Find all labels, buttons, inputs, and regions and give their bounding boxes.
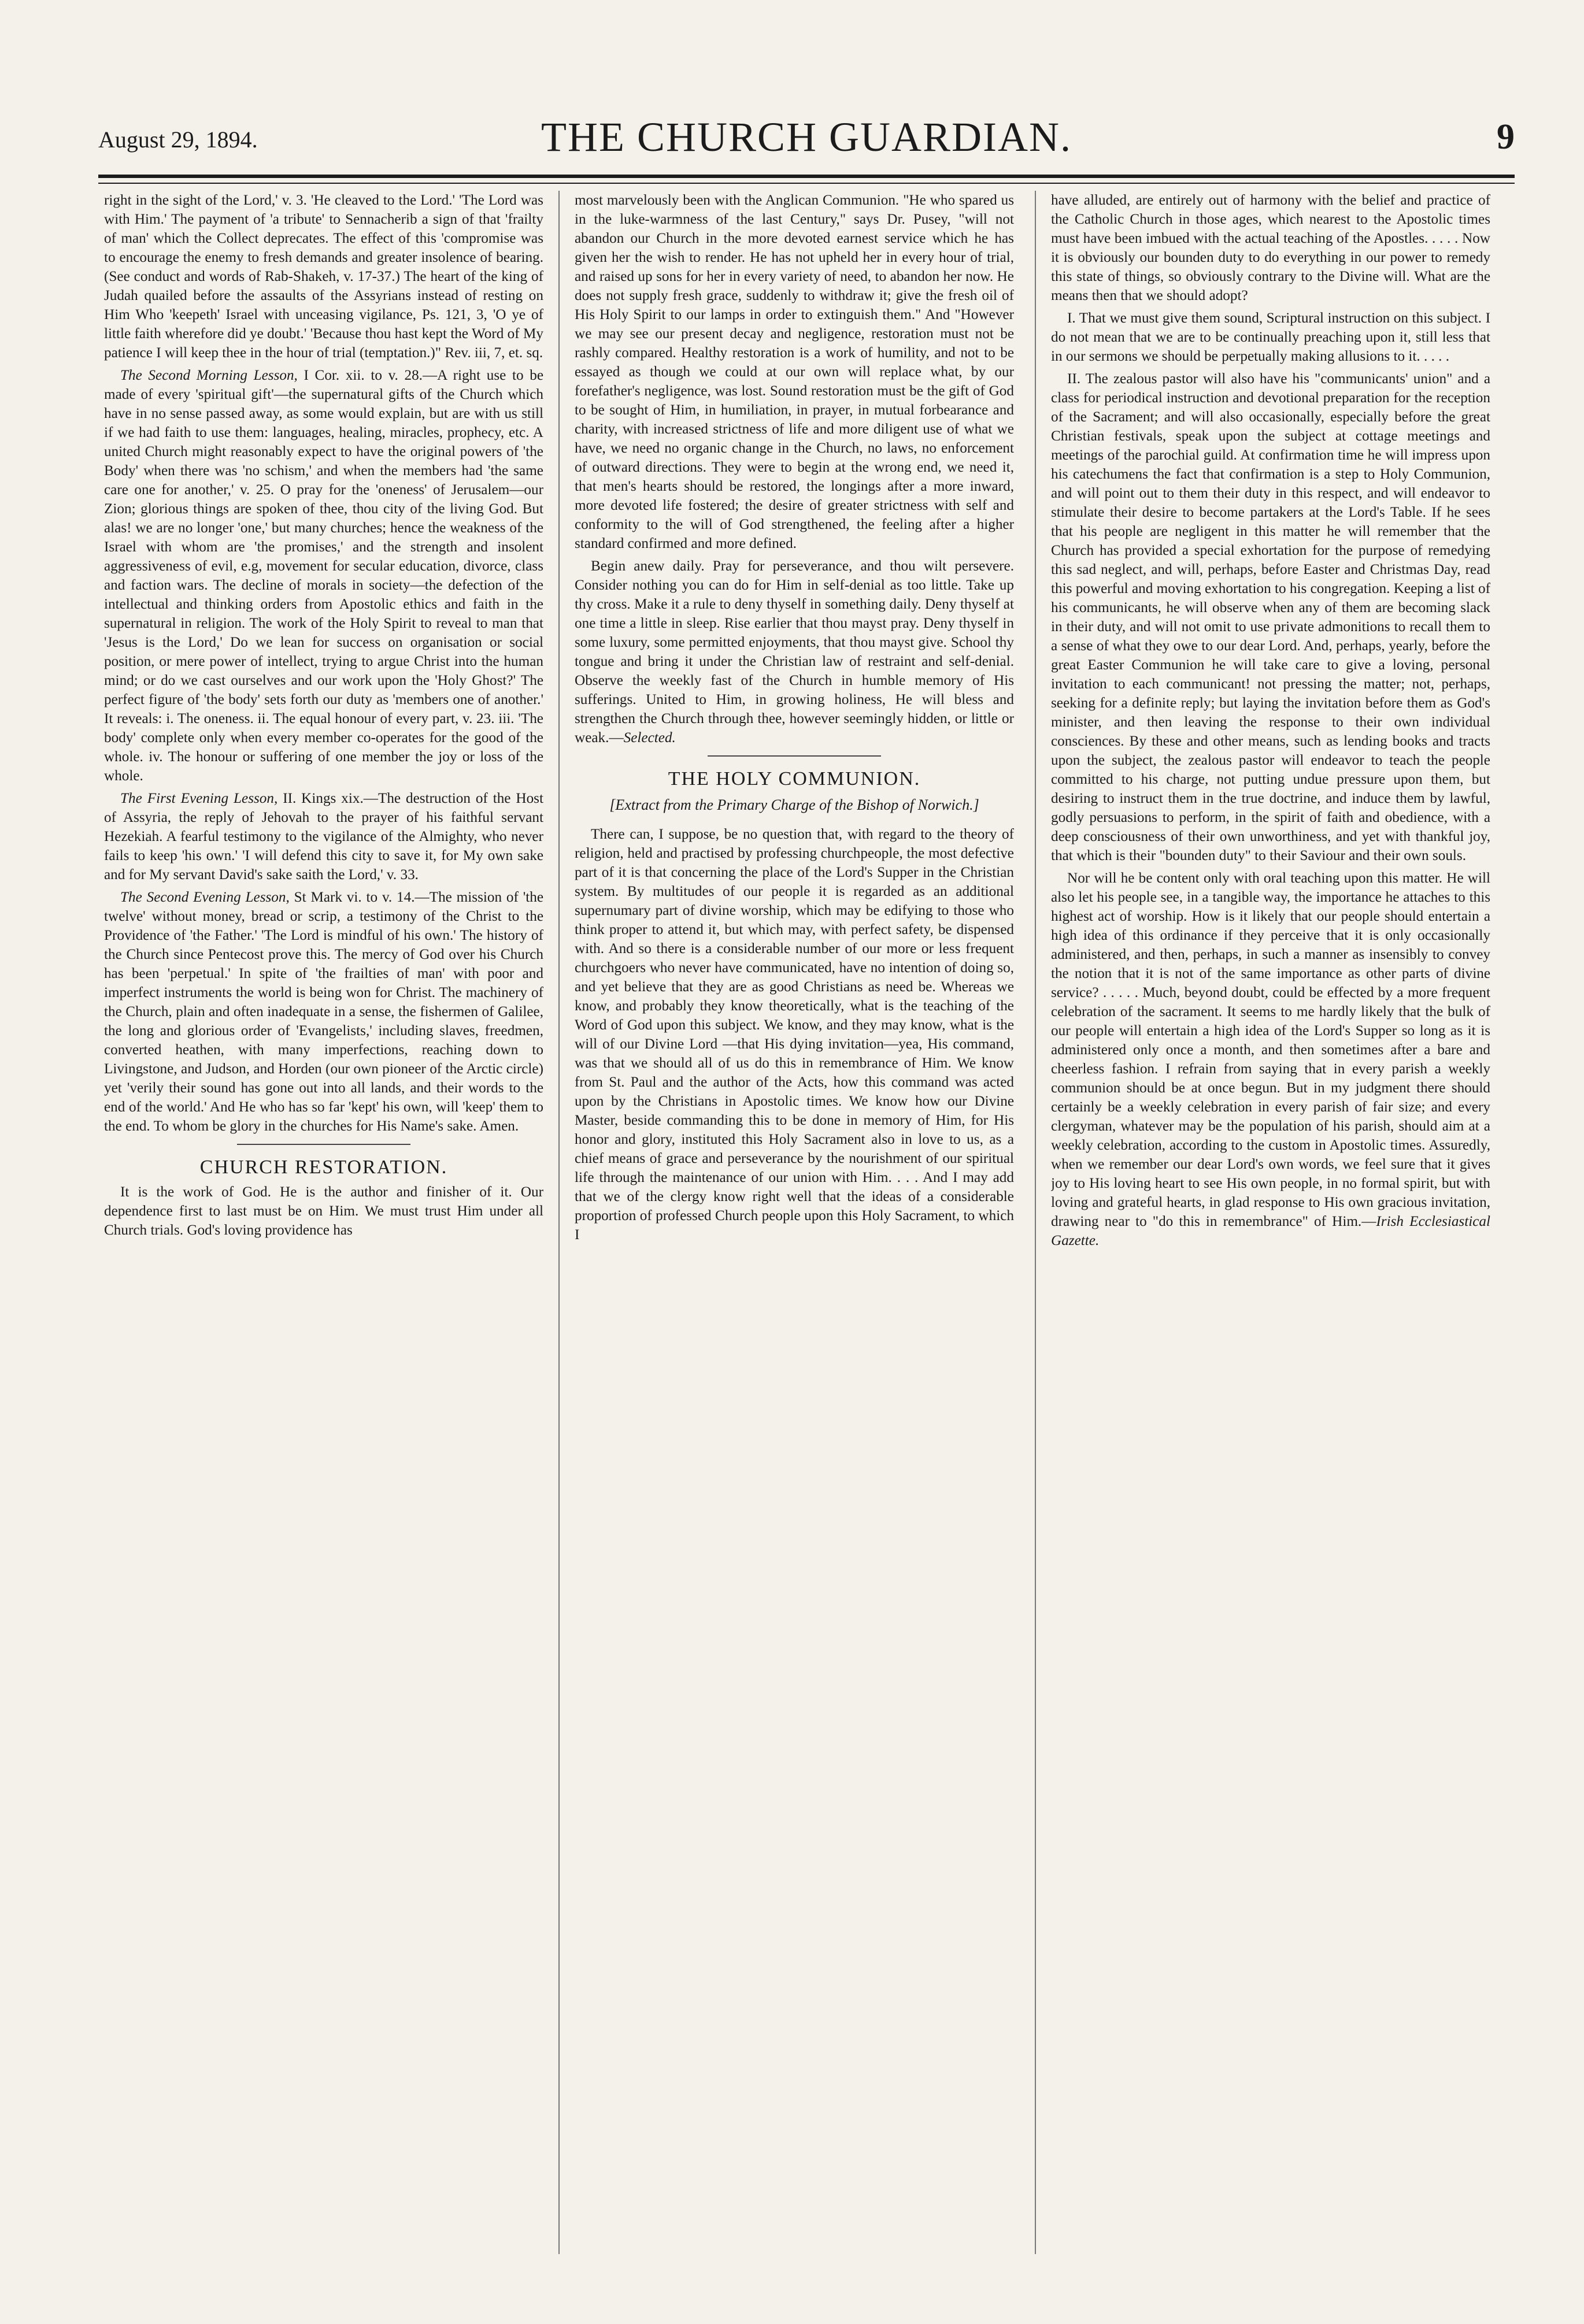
attribution: Selected. [623, 730, 676, 746]
lesson-title: The Second Evening Lesson, [120, 889, 290, 905]
paragraph [1051, 869, 1490, 1250]
paragraph: It is the work of God. He is the author and finisher of it. Our dependence first to last must be on Him. We must trust Him under all Church trials. God's loving providence has [104, 1184, 543, 1238]
section-heading: CHURCH RESTORATION. [199, 1157, 448, 1178]
paragraph [575, 557, 1014, 747]
column-divider-2 [1035, 191, 1036, 2254]
paragraph-text: Begin anew daily. Pray for perseverance, and thou wilt persevere. Consider nothing you can do for Him in self-denial as too little. Take up thy cross. Make it a rule to deny thyself in something daily. Deny thyself at one time a little in sleep. Rise earlier that thou mayst pray. Deny thyself in some luxury, some permitted enjoyments, that thou mayst give. School thy tongue and bring it under the Christian law of restraint and self-denial. Observe the weekly fast of the Church in humble memory of His sufferings. United to Him, in growing holiness, He will bless and strengthen the Church through thee, however seemingly hidden, or little or weak.— [575, 558, 1014, 746]
header-rule-thin [98, 183, 1515, 184]
section-rule [237, 1144, 410, 1145]
extract-note: [Extract from the Primary Charge of the Bishop of Norwich.] [609, 796, 979, 813]
lesson-text: St Mark vi. to v. 14.—The mission of 'the twelve' without money, bread or scrip, a testimony of the Christ to the Providence of 'the Father.' 'The Lord is mindful of his own.' The history of the Church since Pentecost prove this. The mercy of God over his Church has been 'perpetual.' In spite of 'the frailties of man' with poor and imperfect instruments the world is being won for Christ. The machinery of the Church, plain and often inadequate in a sense, the fishermen of Galilee, the long and glorious order of 'Evangelists,' including slaves, freedmen, converted heathen, with many imperfections, reaching down to Livingstone, and Judson, and Horden (our own pioneer of the Arctic circle) yet 'verily their sound has gone out into all lands, and their words to the end of the world.' And He who has so far 'kept' his own, will 'keep' them to the end. To whom be glory in the churches for His Name's sake. Amen. [104, 889, 543, 1134]
section-heading: THE HOLY COMMUNION. [668, 768, 921, 790]
lesson-title: The First Evening Lesson, [120, 791, 278, 806]
lesson-paragraph [104, 888, 543, 1136]
paragraph: II. The zealous pastor will also have his "communicants' union" and a class for periodical instruction and devotional preparation for the reception of the Sacrament; and will also occasionally, especially before the great Christian festivals, speak upon the subject at cottage meetings and meetings of the parochial guild. At confirmation time he will impress upon his catechumens the fact that confirmation is a step to Holy Communion, and will point out to them their duty in this respect, and will endeavor to stimulate their desire to become partakers at the Lord's Table. If he sees that his people are negligent in this matter he will remember that the Church has provided a special exhortation for the purpose of remedying this sad neglect, and will, perhaps, before Easter and Christmas Day, read this powerful and moving exhortation to his congregation. Keeping a list of his communicants, he will observe when any of them are becoming slack in their duty, and will not omit to use private admonitions to recall them to a sense of what they owe to our dear Lord. And, perhaps, yearly, before the great Easter Communion he will take care to give a loving, personal invitation to each communicant! not pressing the matter; not, perhaps, seeking for a definite reply; but laying the invitation before them as God's minister, and then leaving the response to their own individual consciences. By these and other means, such as lending books and tracts upon the subject, the zealous pastor will endeavor to teach the people committed to his charge, not putting undue pressure upon them, but desiring to instruct them in the true doctrine, and induce them by lawful, godly persuasions to perform, in the spirit of faith and obedience, with a deep consciousness of their own unworthiness, and yet with thankful joy, that which is their "bounden duty" to their Saviour and their own souls. [1051, 371, 1490, 863]
page-number: 9 [1497, 117, 1515, 157]
attribution: Irish Ecclesiastical Gazette. [1051, 1214, 1490, 1248]
paragraph: There can, I suppose, be no question that, with regard to the theory of religion, held and practised by professing churchpeople, the most defective part of it is that concerning the place of the Lord's Supper in the Christian system. By multitudes of our people it is regarded as an additional supernumary part of divine worship, which may be edifying to those who think proper to attend it, but which may, with perfect safety, be dispensed with. And so there is a considerable number of our more or less frequent churchgoers who never have communicated, have no intention of doing so, and yet believe that they are as good Christians as need be. Whereas we know, and probably they know theoretically, what is the teaching of the Word of God upon this subject. We know, and they may know, what is the will of our Divine Lord —that His dying invitation—yea, His command, was that we should all of us do this in remembrance of Him. We know from St. Paul and the author of the Acts, how this command was acted upon by the Christians in Apostolic times. We know how our Divine Master, beside commanding this to be done in memory of Him, for His honor and glory, instituted this Holy Sacrament also in love to us, as a chief means of grace and perseverance by the nourishment of our spiritual life through the maintenance of our union with Him. . . . And I may add that we of the clergy know right well that the ideas of a considerable proportion of professed Church people upon this Holy Sacrament, to which I [575, 826, 1014, 1243]
column-1 [104, 191, 543, 2283]
column-divider-1 [558, 191, 560, 2254]
lesson-title: The Second Morning Lesson, [120, 368, 298, 383]
header-rule-thick [98, 175, 1515, 178]
lesson-paragraph [104, 366, 543, 785]
issue-date: August 29, 1894. [98, 127, 258, 153]
newspaper-title: THE CHURCH GUARDIAN. [541, 114, 1072, 160]
paragraph: I. That we must give them sound, Scriptural instruction on this subject. I do not mean that we are to be continually preaching upon it, still less that in our sermons we should be perpetually making allusions to it. . . . . [1051, 310, 1490, 364]
masthead [98, 113, 1515, 171]
paragraph: have alluded, are entirely out of harmony with the belief and practice of the Catholic Church in those ages, which nearest to the Apostolic times must have been imbued with the actual teaching of the Apostles. . . . . Now it is obviously our bounden duty to do everything in our power to remedy this state of things, so obviously contrary to the Divine will. What are the means then that we should adopt? [1051, 192, 1490, 303]
lesson-text: I Cor. xii. to v. 28.—A right use to be made of every 'spiritual gift'—the supernatural gifts of the Church which have in no sense passed away, as some would explain, but are with us still if we had faith to use them: languages, healing, miracles, prophecy, etc. A united Church might reasonably expect to have the original powers of 'the Body' when there was 'no schism,' and when the members had 'the same care one for another,' v. 25. O pray for the 'oneness' of Jerusalem—our Zion; glorious things are spoken of thee, thou city of the living God. But alas! we are no longer 'one,' but many churches; hence the weakness of the Israel with whom are 'the promises,' and the strength and insolent aggressiveness of evil, e.g, movement for secular education, divorce, class and faction wars. The decline of morals in society—the defection of the intellectual and thinking orders from Apostolic ethics and faith in the supernatural in religion. The work of the Holy Spirit to reveal to man that 'Jesus is the Lord,' Do we lean for success on organisation or social position, or mere power of intellect, trying to argue Christ into the human mind; or do we cast ourselves and our work upon the 'Holy Ghost?' The perfect figure of 'the body' sets forth our duty as 'members one of another.' It reveals: i. The oneness. ii. The equal honour of every part, v. 23. iii. 'The body' complete only when every member co-operates for the good of the whole. iv. The honour or suffering of one member the joy or loss of the whole. [104, 368, 543, 784]
lesson-paragraph [104, 789, 543, 884]
column-3 [1051, 191, 1490, 2283]
lesson-text: II. Kings xix.—The destruction of the Host of Assyria, the reply of Jehovah to the prayer of his faithful servant Hezekiah. A fearful testimony to the vigilance of the Almighty, who never fails to keep 'his own.' 'I will defend this city to save it, for My own sake and for My servant David's sake saith the Lord,' v. 33. [104, 791, 543, 883]
paragraph: right in the sight of the Lord,' v. 3. 'He cleaved to the Lord.' 'The Lord was with Him.' The payment of 'a tribute' to Sennacherib a sign of that 'frailty of man' which the Collect deprecates. The effect of this 'compromise was to encourage the enemy to fresh demands and greater insolence of bearing. (See conduct and words of Rab-Shakeh, v. 17-37.) The heart of the king of Judah quailed before the assaults of the Assyrians instead of resting on Him Who 'keepeth' Israel with unceasing vigilance, Ps. 121, 3, 'O ye of little faith wherefore did ye doubt.' 'Because thou hast kept the Word of My patience I will keep thee in the hour of trial (temptation.)" Rev. iii, 7, et. sq. [104, 192, 543, 361]
section-rule [708, 755, 881, 757]
paragraph: most marvelously been with the Anglican Communion. "He who spared us in the luke-warmness of the last Century," says Dr. Pusey, "will not abandon our Church in the more devoted earnest service which he has given her the wish to render. He has not upheld her in every hour of trial, and raised up sons for her in every variety of need, to abandon her now. He does not supply fresh grace, suddenly to withdraw it; give the fresh oil of His Holy Spirit to our lamps in order to extinguish them." And "However we may see our present decay and negligence, restoration must not be rashly compared. Healthy restoration is a work of humility, and not to be essayed as though we could at our own will replace what, by our forefather's negligence, was lost. Sound restoration must be the gift of God to be sought of Him, in humiliation, in prayer, in mutual forbearance and charity, with increased strictness of life and more diligent use of what we have, we need no organic change in the Church, no laws, no enforcement of outward directions. They were to begin at the wrong end, we need it, that men's hearts should be restored, the longings after a more inward, more devoted life fostered; the desire of greater strictness with self and conformity to the will of God strengthened, the feeling after a higher standard confirmed and more defined. [575, 192, 1014, 551]
paragraph-text: Nor will he be content only with oral teaching upon this matter. He will also let his people see, in a tangible way, the importance he attaches to this highest act of worship. How is it likely that our people should entertain a high idea of this ordinance if they perceive that it is only occasionally administered, and then, perhaps, in such a manner as insensibly to convey the notion that it is not of the same importance as other parts of divine service? . . . . . Much, beyond doubt, could be effected by a more frequent celebration of the sacrament. It seems to me hardly likely that the bulk of our people will entertain a high idea of the Lord's Supper so long as it is administered only once a month, and then sometimes after a bare and cheerless fashion. I refrain from saying that in every parish a weekly communion should be at once begun. But in my judgment there should certainly be a weekly celebration in every parish of fair size; and every clergyman, whatever may be the population of his parish, should aim at a weekly celebration, according to the custom in Apostolic times. Assuredly, when we remember our dear Lord's own words, we feel sure that it gives joy to His loving heart to see His own people, in no formal spirit, but with loving and grateful hearts, in glad response to His own gracious invitation, drawing near to "do this in remembrance" of Him.— [1051, 870, 1490, 1229]
column-2 [575, 191, 1014, 2283]
